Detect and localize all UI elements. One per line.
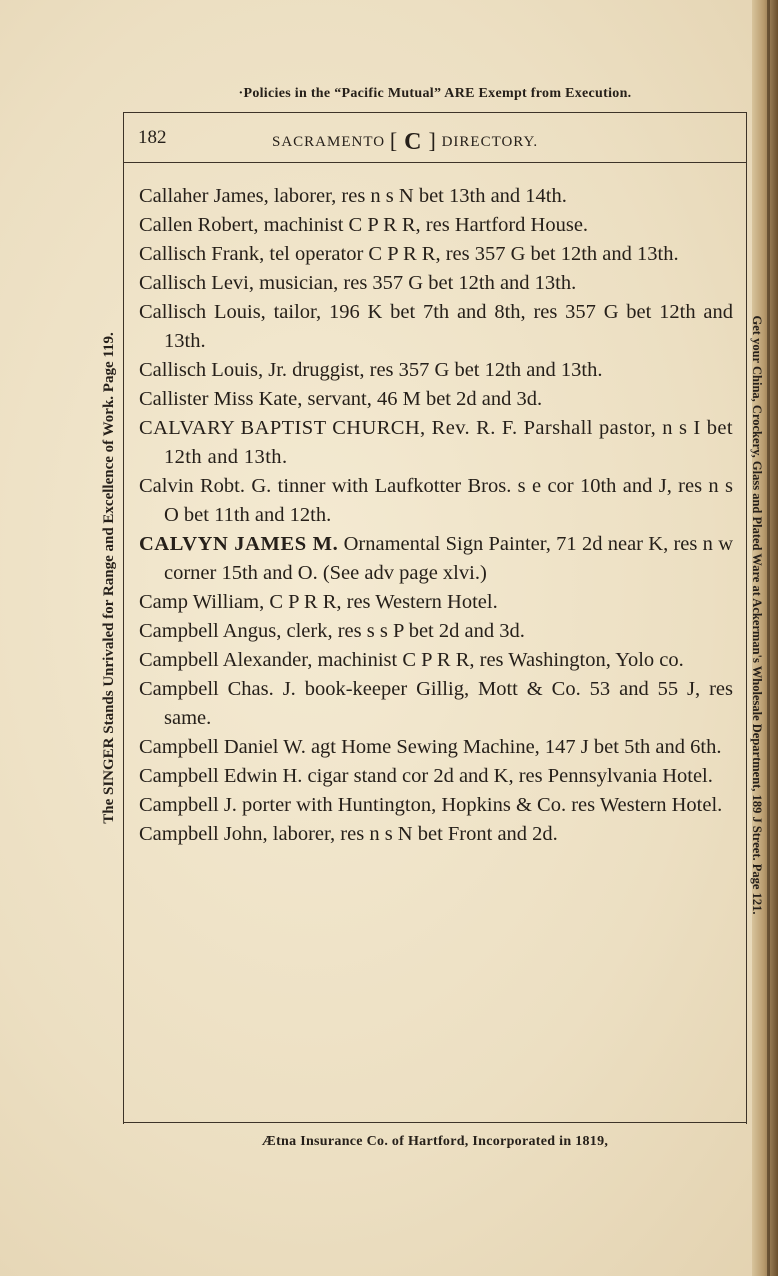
top-advertisement: ·Policies in the “Pacific Mutual” ARE Exempt from Execution. xyxy=(238,86,632,101)
entry-text: Callen Robert, machinist C P R R, res Hartford House. xyxy=(139,214,589,236)
directory-entry xyxy=(139,414,733,472)
left-margin-advertisement: The SINGER Stands Unrivaled for Range and Excellence of Work. Page 119. xyxy=(101,332,117,824)
directory-entry xyxy=(139,820,733,849)
right-margin-advertisement: Get your China, Crockery, Glass and Plated Ware at Ackerman's Wholesale Department, 189 J Street. Page 121. xyxy=(750,315,764,915)
entry-text: Campbell Angus, clerk, res s s P bet 2d and 3d. xyxy=(139,620,525,642)
running-head-bracket-open: [ xyxy=(389,128,399,153)
entry-text: Campbell Alexander, machinist C P R R, res Washington, Yolo co. xyxy=(139,649,684,671)
directory-entry xyxy=(139,646,733,675)
entry-name-bold: CALVYN JAMES M. xyxy=(139,533,339,555)
directory-entry xyxy=(139,269,733,298)
running-head-city: SACRAMENTO xyxy=(272,134,386,150)
entry-text: Campbell J. porter with Huntington, Hopkins & Co. res Western Hotel. xyxy=(139,794,723,816)
entry-text: Campbell Daniel W. agt Home Sewing Machine, 147 J bet 5th and 6th. xyxy=(139,736,722,758)
bottom-advertisement: Ætna Insurance Co. of Hartford, Incorporated in 1819, xyxy=(261,1134,609,1149)
directory-entry xyxy=(139,675,733,733)
entry-text: Callisch Louis, tailor, 196 K bet 7th and 8th, res 357 G bet 12th and 13th. xyxy=(139,301,733,352)
entry-text: Camp William, C P R R, res Western Hotel. xyxy=(139,591,498,613)
directory-entry xyxy=(139,472,733,530)
book-edge-line xyxy=(767,0,770,1276)
entry-text: Callisch Levi, musician, res 357 G bet 12th and 13th. xyxy=(139,272,577,294)
running-head-bracket-close: ] xyxy=(428,128,437,153)
directory-entry xyxy=(139,791,733,820)
directory-entry xyxy=(139,211,733,240)
entry-text: CALVARY BAPTIST CHURCH, Rev. R. F. Parshall pastor, n s I bet 12th and 13th. xyxy=(139,417,733,468)
running-head-letter: C xyxy=(404,129,423,155)
directory-entry xyxy=(139,298,733,356)
running-head xyxy=(272,128,538,156)
directory-entry xyxy=(139,530,733,588)
entry-text: Callaher James, laborer, res n s N bet 13th and 14th. xyxy=(139,185,567,207)
footer-rule xyxy=(123,1122,747,1123)
directory-entry xyxy=(139,762,733,791)
entry-text: Callister Miss Kate, servant, 46 M bet 2d and 3d. xyxy=(139,388,543,410)
entry-text: Campbell Chas. J. book-keeper Gillig, Mott & Co. 53 and 55 J, res same. xyxy=(139,678,733,729)
entry-text: Calvin Robt. G. tinner with Laufkotter Bros. s e cor 10th and J, res n s O bet 11th and 12th. xyxy=(139,475,733,526)
directory-entry xyxy=(139,182,733,211)
directory-entry xyxy=(139,617,733,646)
page-number: 182 xyxy=(138,127,167,148)
header-rule-bottom xyxy=(123,162,747,163)
directory-entry xyxy=(139,588,733,617)
entry-text: Callisch Louis, Jr. druggist, res 357 G bet 12th and 13th. xyxy=(139,359,603,381)
directory-entry xyxy=(139,356,733,385)
entry-text: Campbell Edwin H. cigar stand cor 2d and K, res Pennsylvania Hotel. xyxy=(139,765,713,787)
directory-entry xyxy=(139,385,733,414)
entry-text: Ornamental Sign Painter, 71 2d near K, res n w corner 15th and O. (See adv page xlvi.) xyxy=(164,533,733,584)
header-rule-top xyxy=(123,112,747,113)
directory-entries xyxy=(139,182,733,849)
directory-entry xyxy=(139,733,733,762)
running-head-section: DIRECTORY. xyxy=(441,134,539,150)
entry-text: Callisch Frank, tel operator C P R R, res 357 G bet 12th and 13th. xyxy=(139,243,679,265)
entry-text: Campbell John, laborer, res n s N bet Front and 2d. xyxy=(139,823,558,845)
directory-entry xyxy=(139,240,733,269)
